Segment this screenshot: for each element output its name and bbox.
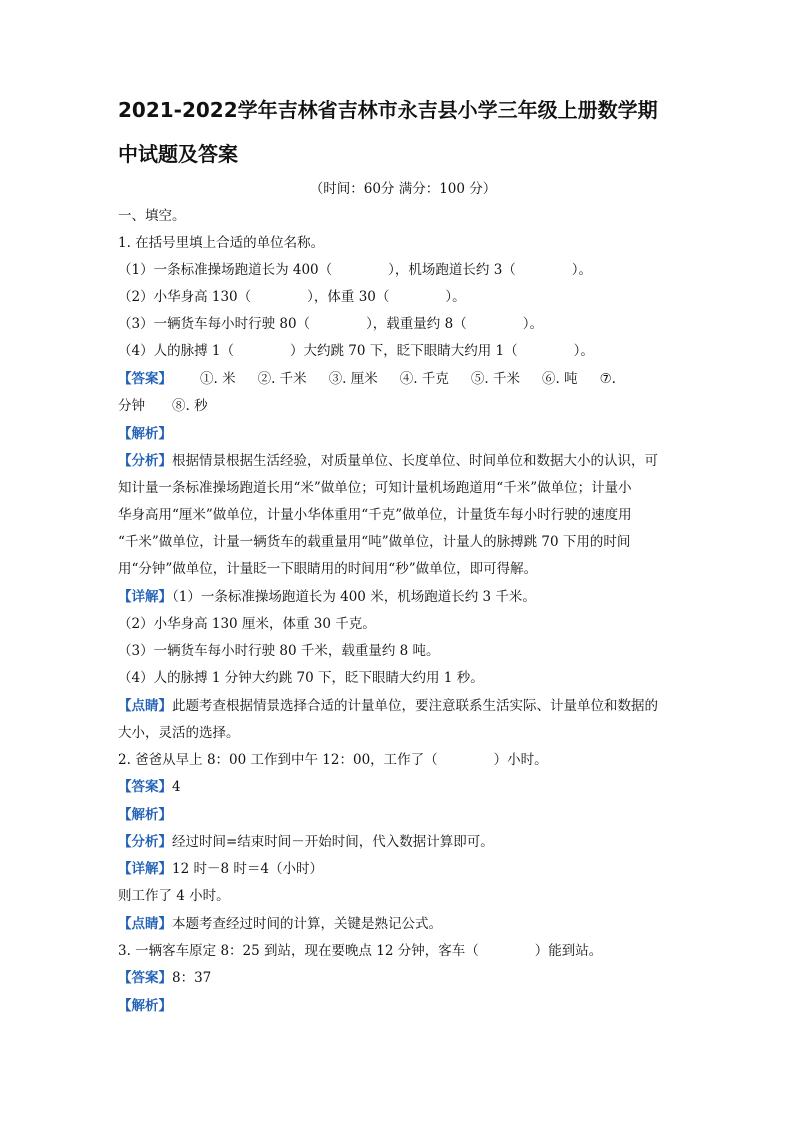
- q1-fenxi-2: 知计量一条标准操场跑道长用“米”做单位；可知计量机场跑道用“千米”做单位；计量小: [118, 480, 632, 496]
- q2-comment: [118, 911, 688, 937]
- q3-answer: [118, 965, 688, 991]
- q3-answer-value: 8：37: [172, 970, 212, 986]
- q3-stem: [118, 938, 688, 964]
- q2-answer-value: 4: [172, 779, 181, 795]
- q1-detail-text-1: （1）一条标准操场跑道长为 400 米，机场跑道长约 3 千米。: [172, 589, 536, 605]
- comment-tag: 【点睛】: [118, 698, 172, 714]
- fenxi-tag: 【分析】: [118, 453, 172, 469]
- q1-part-2-b: ），体重 30（: [307, 289, 390, 305]
- q3-stem-b: ）能到站。: [534, 943, 603, 959]
- q2-stem-b: ）小时。: [493, 752, 548, 768]
- q2-analysis-tag: [118, 802, 688, 828]
- q1-answer-line: [118, 366, 688, 392]
- q1-part-1-b: ），机场跑道长约 3（: [388, 262, 516, 278]
- q1-detail-3: （3）一辆货车每小时行驶 80 千米，载重量约 8 吨。: [118, 643, 440, 659]
- exam-info: （时间：60分 满分：100 分）: [309, 181, 497, 197]
- q1-part-3-a: （3）一辆货车每小时行驶 80（: [118, 316, 311, 332]
- q1-part-4: [118, 338, 688, 364]
- q2-detail-2: 则工作了 4 小时。: [118, 888, 230, 904]
- q1-part-3-b: ），载重量约 8（: [366, 316, 467, 332]
- q2-answer: [118, 774, 688, 800]
- q1-analysis-tag: [118, 421, 688, 447]
- q1-option-5: ⑤. 千米: [470, 371, 520, 387]
- fenxi-tag: 【分析】: [118, 834, 172, 850]
- q1-options-cont: 分钟 ⑧. 秒: [118, 398, 208, 414]
- q1-part-1-c: ）。: [571, 262, 593, 278]
- q1-part-4-b: ）大约跳 70 下，眨下眼睛大约用 1（: [289, 343, 518, 359]
- q1-option-3: ③. 厘米: [328, 371, 378, 387]
- q2-fenxi-text: 经过时间=结束时间－开始时间，代入数据计算即可。: [172, 834, 494, 850]
- section-heading: 一、填空。: [118, 208, 186, 224]
- q1-comment-1: [118, 693, 688, 719]
- q2-detail-text: 12 时－8 时＝4（小时）: [172, 861, 323, 877]
- q1-part-1: [118, 257, 688, 283]
- q1-part-2: [118, 284, 688, 310]
- q2-fenxi: [118, 829, 688, 855]
- q1-fenxi-1: [118, 448, 688, 474]
- title-line-1: 2021-2022学年吉林省吉林市永吉县小学三年级上册数学期: [118, 98, 658, 122]
- q1-option-1: ①. 米: [200, 371, 236, 387]
- q1-option-2: ②. 千米: [257, 371, 307, 387]
- q2-detail: [118, 856, 688, 882]
- title-line-2: 中试题及答案: [118, 142, 238, 166]
- q1-part-1-a: （1）一条标准操场跑道长为 400（: [118, 262, 333, 278]
- q1-detail-2: （2）小华身高 130 厘米，体重 30 千克。: [118, 616, 376, 632]
- q2-stem-a: 2. 爸爸从早上 8：00 工作到中午 12：00，工作了（: [118, 752, 438, 768]
- q1-fenxi-3: 华身高用“厘米”做单位，计量小华体重用“千克”做单位，计量货车每小时行驶的速度用: [118, 507, 632, 523]
- q1-part-3: [118, 311, 688, 337]
- q1-part-4-a: （4）人的脉搏 1（: [118, 343, 234, 359]
- detail-tag: 【详解】: [118, 589, 172, 605]
- q3-stem-a: 3. 一辆客车原定 8：25 到站，现在要晚点 12 分钟，客车（: [118, 943, 479, 959]
- q1-part-2-a: （2）小华身高 130（: [118, 289, 252, 305]
- q1-stem: 1. 在括号里填上合适的单位名称。: [118, 235, 325, 251]
- q1-comment-text-1: 此题考查根据情景选择合适的计量单位，要注意联系生活实际、计量单位和数据的: [172, 698, 658, 714]
- q2-comment-text: 本题考查经过时间的计算，关键是熟记公式。: [172, 916, 442, 932]
- comment-tag: 【点睛】: [118, 916, 172, 932]
- q1-detail-4: （4）人的脉搏 1 分钟大约跳 70 下，眨下眼睛大约用 1 秒。: [118, 670, 484, 686]
- q1-fenxi-4: “千米”做单位，计量一辆货车的载重量用“吨”做单位，计量人的脉搏跳 70 下用的时间: [118, 534, 631, 550]
- answer-tag: 【答案】: [118, 779, 172, 795]
- q2-stem: [118, 747, 688, 773]
- analysis-tag: 【解析】: [118, 807, 172, 823]
- detail-tag: 【详解】: [118, 861, 172, 877]
- q1-option-4: ④. 千克: [399, 371, 449, 387]
- q3-analysis-tag: [118, 993, 688, 1019]
- q1-detail-1: [118, 584, 688, 610]
- q1-part-4-c: ）。: [573, 343, 594, 359]
- analysis-tag: 【解析】: [118, 426, 172, 442]
- q1-option-6: ⑥. 吨: [541, 371, 578, 387]
- q1-part-2-c: ）。: [445, 289, 466, 305]
- analysis-tag: 【解析】: [118, 998, 172, 1014]
- answer-tag: 【答案】: [118, 371, 172, 387]
- q1-comment-2: 大小，灵活的选择。: [118, 725, 240, 741]
- q1-fenxi-text-1: 根据情景根据生活经验，对质量单位、长度单位、时间单位和数据大小的认识，可: [172, 453, 658, 469]
- answer-tag: 【答案】: [118, 970, 172, 986]
- q1-fenxi-5: 用“分钟”做单位，计量眨一下眼睛用的时间用“秒”做单位，即可得解。: [118, 561, 538, 577]
- q1-option-7: ⑦.: [599, 371, 616, 387]
- q1-part-3-c: ）。: [522, 316, 543, 332]
